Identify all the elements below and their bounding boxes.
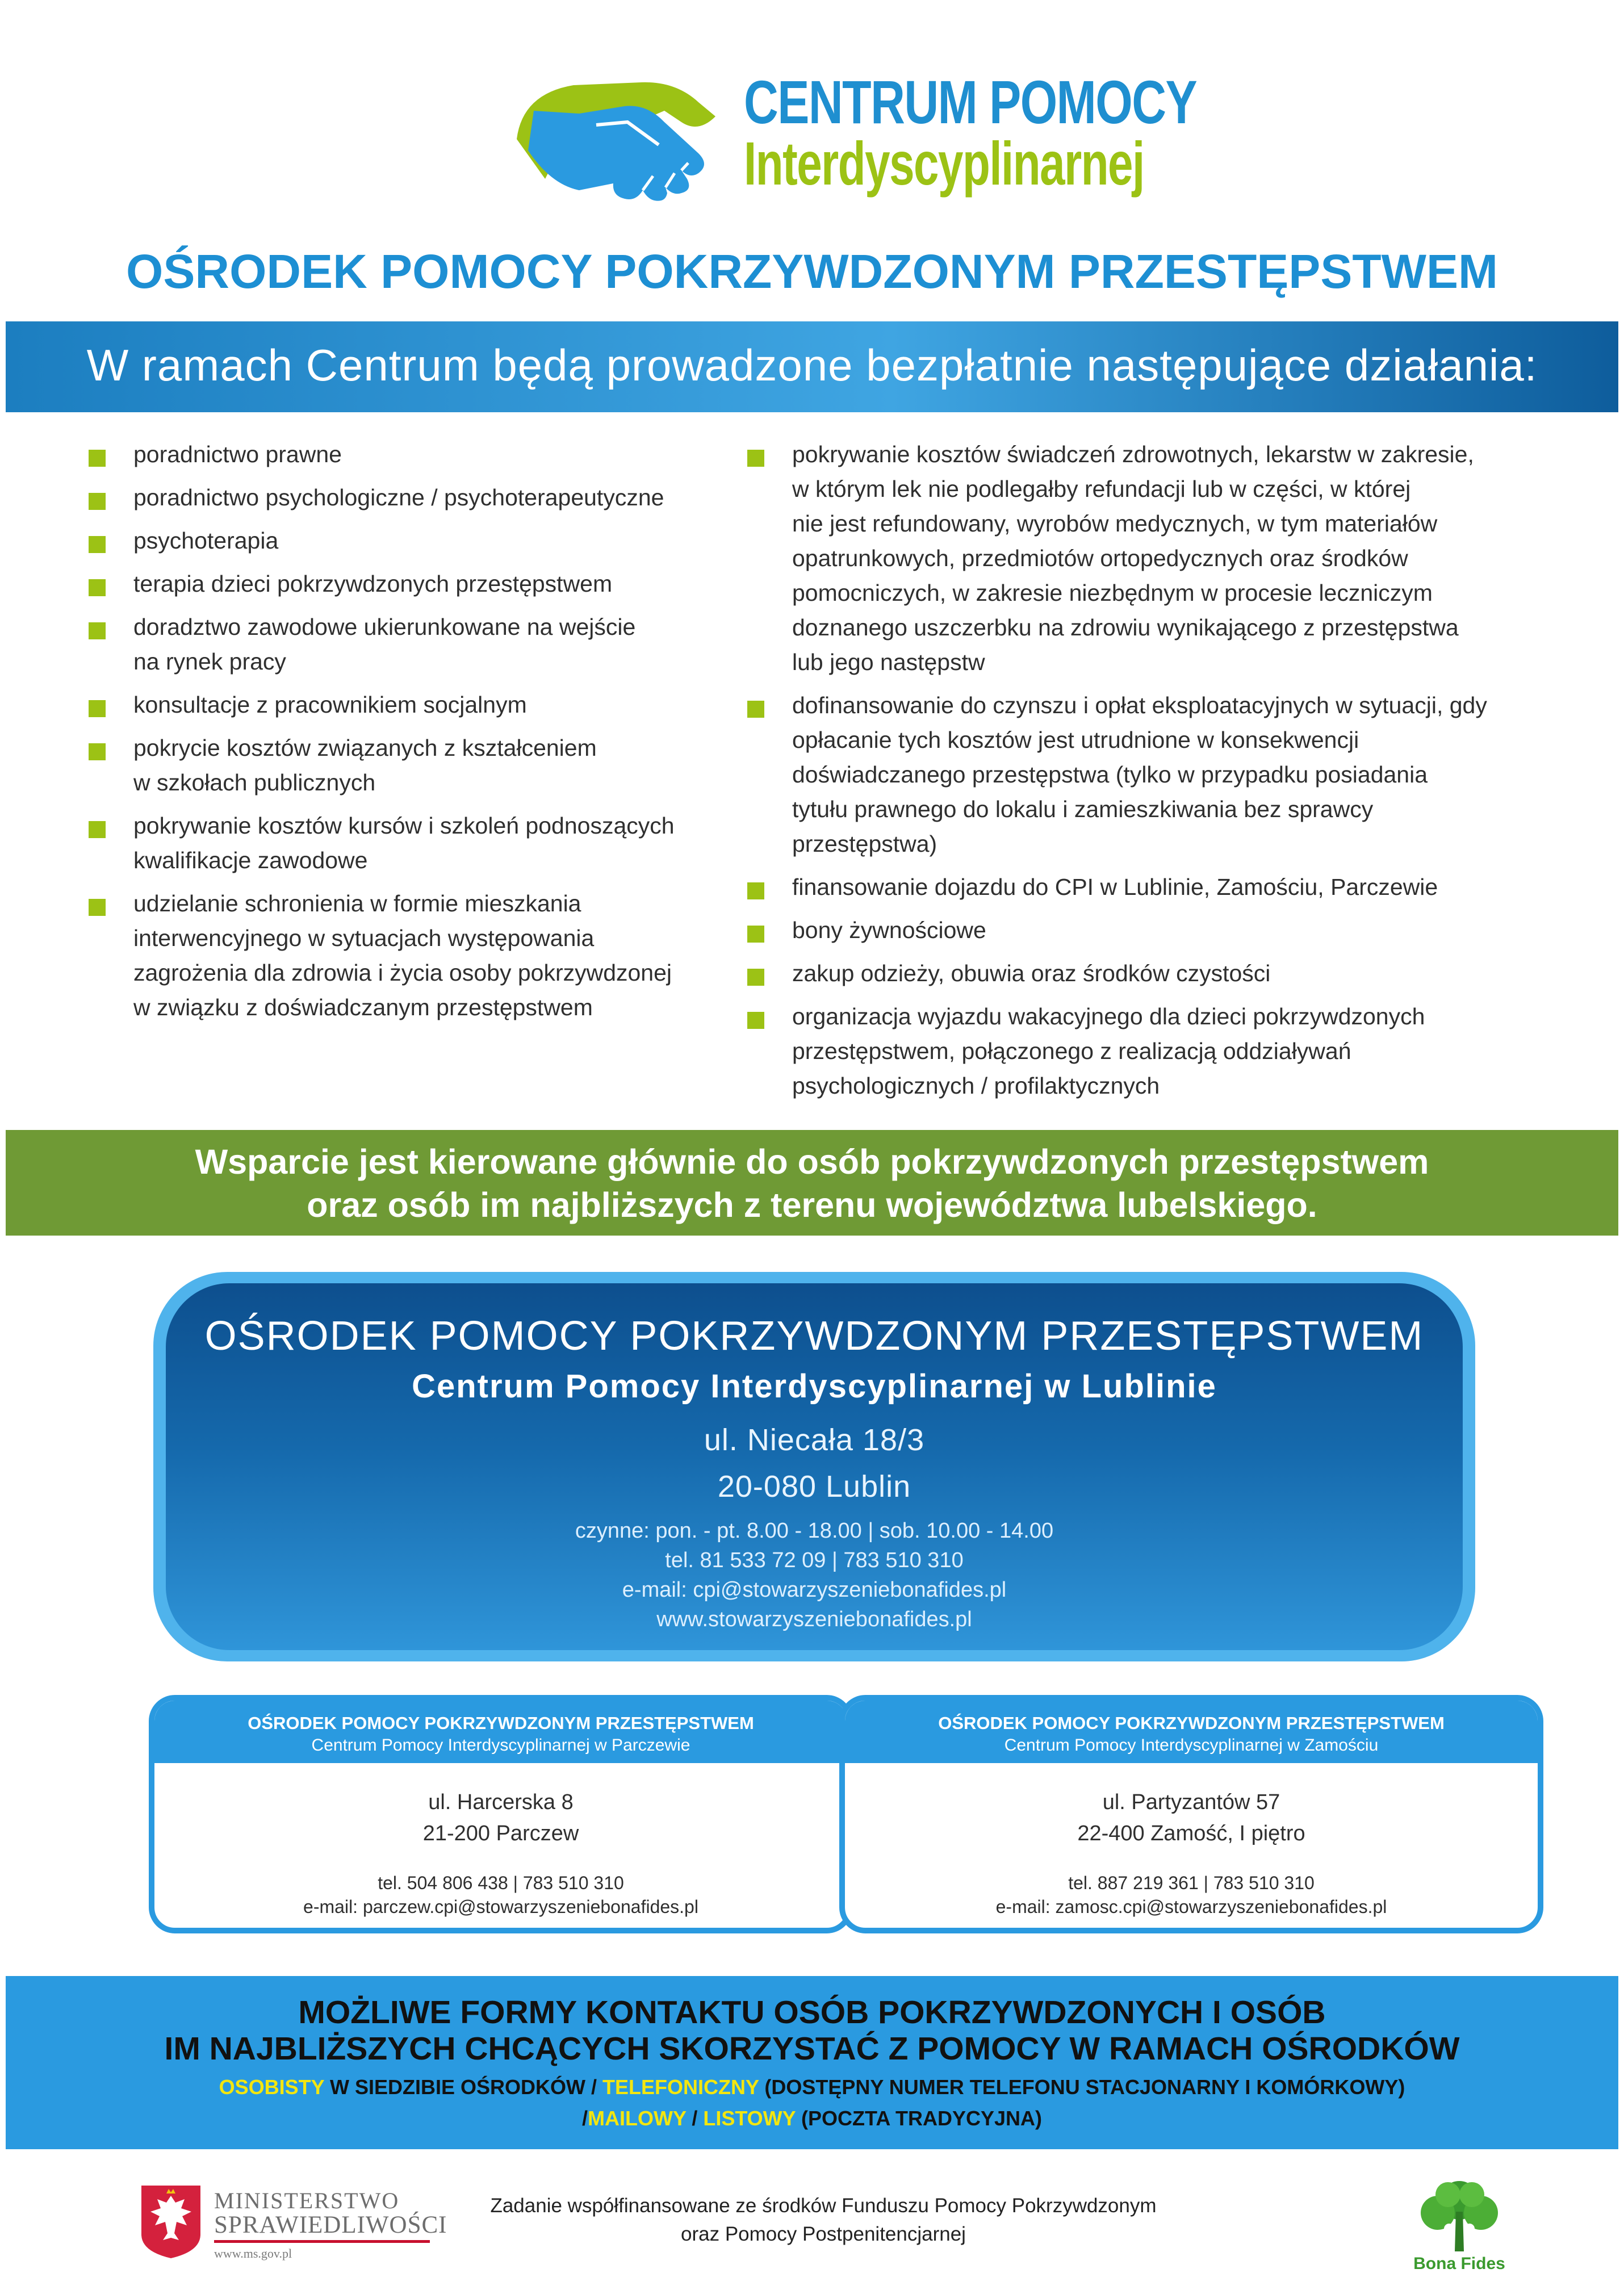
- list-item: psychoterapia: [85, 524, 681, 558]
- bullet-square-icon: [747, 926, 764, 943]
- office-parczew-title: OŚRODEK POMOCY POKRZYWDZONYM PRZESTĘPSTWEM: [248, 1713, 754, 1733]
- office-zamosc-title: OŚRODEK POMOCY POKRZYWDZONYM PRZESTĘPSTWEM: [938, 1713, 1445, 1733]
- bullet-square-icon: [89, 579, 106, 596]
- main-office-address: [166, 1417, 1463, 1510]
- office-parczew-contact: [154, 1871, 847, 1919]
- services-list-left: [85, 437, 681, 1033]
- bullet-square-icon: [89, 899, 106, 916]
- list-item: doradztwo zawodowe ukierunkowane na wejście na rynek pracy: [85, 610, 681, 679]
- contact-form-phone: TELEFONICZNY: [602, 2075, 759, 2099]
- office-parczew-header: [154, 1701, 847, 1763]
- list-item: terapia dzieci pokrzywdzonych przestępstwem: [85, 567, 681, 601]
- ministry-name-line1: MINISTERSTWO: [214, 2188, 400, 2213]
- list-item: bony żywnościowe: [744, 913, 1493, 948]
- contact-forms-line1: [6, 2075, 1618, 2099]
- separator: /: [686, 2107, 704, 2130]
- office-parczew-subtitle: Centrum Pomocy Interdyscyplinarnej w Parczewie: [311, 1736, 690, 1755]
- funding-note: Zadanie współfinansowane ze środków Funduszu Pomocy Pokrzywdzonym oraz Pomocy Postpenitencjarnej: [490, 2195, 1157, 2245]
- list-item: poradnictwo psychologiczne / psychoterapeutyczne: [85, 480, 681, 515]
- office-zamosc-phone: tel. 887 219 361 | 783 510 310: [1068, 1873, 1315, 1893]
- main-office-phone: tel. 81 533 72 09 | 783 510 310: [665, 1548, 964, 1572]
- eagle-emblem-icon: [139, 2183, 203, 2260]
- contact-form-email: MAILOWY: [587, 2107, 687, 2130]
- bullet-square-icon: [89, 450, 106, 467]
- main-office-email[interactable]: e-mail: cpi@stowarzyszeniebonafides.pl: [622, 1578, 1007, 1602]
- bullet-square-icon: [89, 821, 106, 838]
- office-zamosc-header: [845, 1701, 1538, 1763]
- footer: [0, 2158, 1624, 2294]
- list-item: poradnictwo prawne: [85, 437, 681, 472]
- contact-form-phone-desc: (DOSTĘPNY NUMER TELEFONU STACJONARNY I KOMÓRKOWY): [759, 2075, 1405, 2099]
- office-zamosc-contact: [845, 1871, 1538, 1919]
- office-zamosc-email[interactable]: e-mail: zamosc.cpi@stowarzyszeniebonafides.pl: [995, 1897, 1387, 1917]
- list-item: konsultacje z pracownikiem socjalnym: [85, 688, 681, 722]
- contact-form-personal: OSOBISTY: [219, 2075, 324, 2099]
- services-list-right: [744, 437, 1493, 1112]
- contact-form-letter: LISTOWY: [703, 2107, 796, 2130]
- logo-subtitle: Interdyscyplinarnej: [744, 129, 1144, 198]
- main-office-contact: [166, 1516, 1463, 1634]
- office-parczew-address: [154, 1787, 847, 1849]
- list-item: pokrywanie kosztów świadczeń zdrowotnych, lekarstw w zakresie, w którym lek nie podlegałby refundacji lub w części, w której nie jest refundowany, wyrobów medycznych, w tym materiałów opatrunkowych, przedmiotów ortopedycznych oraz środków pomocniczych, w zakresie niezbędnym w procesie leczniczym doznanego uszczerbku na zdrowiu wynikającego z przestępstwa lub jego następstw: [744, 437, 1493, 680]
- main-office-street: ul. Niecała 18/3: [704, 1423, 925, 1457]
- list-item: zakup odzieży, obuwia oraz środków czystości: [744, 956, 1493, 991]
- intro-text: W ramach Centrum będą prowadzone bezpłatnie następujące działania:: [86, 340, 1538, 390]
- handshake-icon: [511, 54, 738, 207]
- contact-forms-title-line1: MOŻLIWE FORMY KONTAKTU OSÓB POKRZYWDZONYCH I OSÓB: [298, 1994, 1326, 2031]
- list-item: finansowanie dojazdu do CPI w Lublinie, Zamościu, Parczewie: [744, 870, 1493, 905]
- office-zamosc-street: ul. Partyzantów 57: [1102, 1790, 1280, 1814]
- contact-forms-band: [6, 1976, 1618, 2149]
- bullet-square-icon: [747, 450, 764, 467]
- intro-band: [6, 321, 1618, 412]
- office-parczew-box: [149, 1695, 853, 1933]
- contact-form-letter-desc: (POCZTA TRADYCYJNA): [796, 2107, 1043, 2130]
- ministry-divider: [214, 2240, 430, 2243]
- bona-fides-logo-text: Bona Fides: [1413, 2254, 1505, 2273]
- support-band: [6, 1130, 1618, 1236]
- page-title: OŚRODEK POMOCY POKRZYWDZONYM PRZESTĘPSTWEM: [126, 245, 1498, 298]
- contact-forms-title: [6, 1994, 1618, 2067]
- contact-forms-title-line2: IM NAJBLIŻSZYCH CHCĄCYCH SKORZYSTAĆ Z POMOCY W RAMACH OŚRODKÓW: [164, 2031, 1460, 2067]
- main-office-website[interactable]: www.stowarzyszeniebonafides.pl: [656, 1608, 972, 1631]
- ministry-name-line2: SPRAWIEDLIWOŚCI: [214, 2212, 447, 2238]
- main-office-box: [153, 1272, 1475, 1661]
- main-office-hours: czynne: pon. - pt. 8.00 - 18.00 | sob. 10.00 - 14.00: [575, 1519, 1054, 1543]
- separator: /: [581, 2107, 588, 2130]
- bullet-square-icon: [89, 536, 106, 553]
- list-item: pokrywanie kosztów kursów i szkoleń podnoszących kwalifikacje zawodowe: [85, 809, 681, 878]
- office-zamosc-address: [845, 1787, 1538, 1849]
- list-item: dofinansowanie do czynszu i opłat eksploatacyjnych w sytuacji, gdy opłacanie tych kosztów jest utrudnione w konsekwencji doświadczanego przestępstwa (tylko w przypadku posiadania tytułu prawnego do lokalu i zamieszkiwania bez sprawcy przestępstwa): [744, 688, 1493, 861]
- bullet-square-icon: [747, 969, 764, 986]
- list-item: udzielanie schronienia w formie mieszkania interwencyjnego w sytuacjach występowania zagrożenia dla zdrowia i życia osoby pokrzywdzonej w związku z doświadczanym przestępstwem: [85, 886, 681, 1025]
- main-office-subtitle: Centrum Pomocy Interdyscyplinarnej w Lublinie: [412, 1368, 1217, 1405]
- bullet-square-icon: [747, 1012, 764, 1029]
- logo-title: CENTRUM POMOCY: [744, 68, 1197, 136]
- main-office-city: 20-080 Lublin: [717, 1470, 911, 1504]
- ministry-url[interactable]: www.ms.gov.pl: [214, 2246, 292, 2260]
- main-office-title: OŚRODEK POMOCY POKRZYWDZONYM PRZESTĘPSTWEM: [204, 1313, 1424, 1359]
- office-parczew-phone: tel. 504 806 438 | 783 510 310: [378, 1873, 624, 1893]
- office-parczew-street: ul. Harcerska 8: [428, 1790, 574, 1814]
- list-item: organizacja wyjazdu wakacyjnego dla dzieci pokrzywdzonych przestępstwem, połączonego z realizacją oddziaływań psychologicznych / profilaktycznych: [744, 999, 1493, 1103]
- contact-forms-line2: [6, 2107, 1618, 2130]
- bullet-square-icon: [747, 701, 764, 718]
- office-parczew-email[interactable]: e-mail: parczew.cpi@stowarzyszeniebonafides.pl: [303, 1897, 698, 1917]
- office-zamosc-city: 22-400 Zamość, I piętro: [1077, 1822, 1305, 1845]
- contact-form-personal-desc: W SIEDZIBIE OŚRODKÓW /: [324, 2075, 602, 2099]
- support-text: Wsparcie jest kierowane głównie do osób pokrzywdzonych przestępstwem oraz osób im najbliższych z terenu województwa lubelskiego.: [195, 1142, 1429, 1224]
- list-item: pokrycie kosztów związanych z kształceniem w szkołach publicznych: [85, 731, 681, 800]
- bullet-square-icon: [89, 700, 106, 717]
- bullet-square-icon: [89, 622, 106, 639]
- office-zamosc-subtitle: Centrum Pomocy Interdyscyplinarnej w Zamościu: [1004, 1736, 1379, 1755]
- office-zamosc-box: [839, 1695, 1543, 1933]
- main-office-panel: [166, 1283, 1463, 1650]
- bullet-square-icon: [747, 882, 764, 899]
- office-parczew-city: 21-200 Parczew: [422, 1822, 579, 1845]
- bullet-square-icon: [89, 743, 106, 760]
- bullet-square-icon: [89, 493, 106, 510]
- logo: [511, 54, 1197, 207]
